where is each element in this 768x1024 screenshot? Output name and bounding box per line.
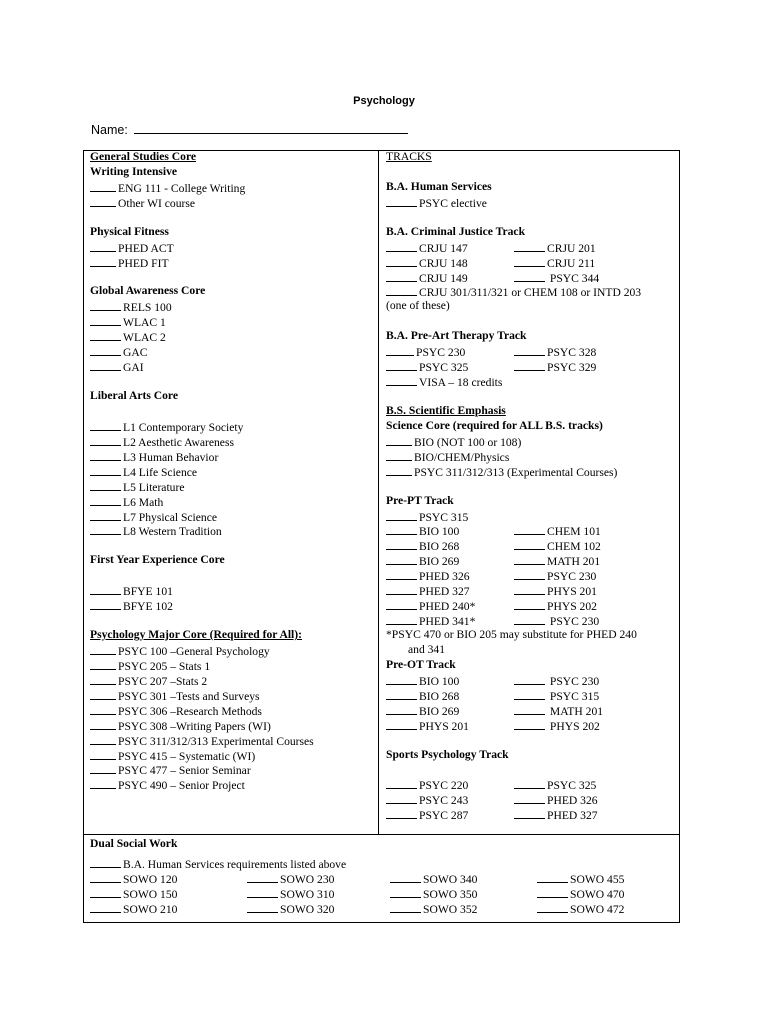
check-blank[interactable]	[514, 568, 545, 580]
check-blank[interactable]	[514, 344, 545, 356]
checklist-item: Other WI course	[90, 195, 375, 210]
right-column	[386, 150, 678, 822]
check-blank[interactable]	[90, 703, 116, 715]
check-blank[interactable]	[90, 299, 121, 311]
check-blank[interactable]	[90, 419, 121, 431]
check-blank[interactable]	[386, 523, 417, 535]
check-blank[interactable]	[90, 314, 121, 326]
check-blank[interactable]	[90, 195, 116, 207]
check-blank[interactable]	[386, 583, 417, 595]
checklist-item: L7 Physical Science	[90, 509, 375, 524]
checklist-item: L4 Life Science	[90, 464, 375, 479]
check-blank[interactable]	[386, 807, 417, 819]
checklist-row: BIO 269 MATH 201	[386, 703, 678, 718]
check-blank[interactable]	[90, 494, 121, 506]
check-blank[interactable]	[90, 643, 116, 655]
check-blank[interactable]	[90, 449, 121, 461]
check-blank[interactable]	[90, 344, 121, 356]
checklist-row: PSYC 230 PSYC 328	[386, 344, 678, 359]
check-blank[interactable]	[90, 583, 121, 595]
check-blank[interactable]	[90, 688, 116, 700]
check-blank[interactable]	[386, 777, 417, 789]
section-heading: Psychology Major Core (Required for All):	[90, 628, 302, 641]
checklist-item: PSYC 315	[386, 509, 678, 524]
check-blank[interactable]	[90, 255, 116, 267]
checklist-item: PHED FIT	[90, 255, 375, 270]
checklist-item: PHED ACT	[90, 240, 375, 255]
check-blank[interactable]	[514, 703, 545, 715]
check-blank[interactable]	[514, 583, 545, 595]
section-heading: General Studies Core	[90, 150, 197, 163]
checklist-row: CRJU 147 CRJU 201	[386, 240, 678, 255]
checklist-item: PSYC 205 – Stats 1	[90, 658, 375, 673]
check-blank[interactable]	[537, 901, 568, 913]
check-blank[interactable]	[90, 733, 116, 745]
section-heading: B.A. Pre-Art Therapy Track	[386, 329, 527, 343]
checklist-item: PSYC 207 –Stats 2	[90, 673, 375, 688]
check-blank[interactable]	[90, 673, 116, 685]
page-title: Psychology	[353, 95, 415, 107]
section-heading: First Year Experience Core	[90, 553, 225, 567]
checklist-row: PHYS 201 PHYS 202	[386, 718, 678, 733]
check-blank[interactable]	[386, 688, 417, 700]
checklist-item: L5 Literature	[90, 479, 375, 494]
check-blank[interactable]	[247, 886, 278, 898]
checklist-row: PSYC 325 PSYC 329	[386, 359, 678, 374]
check-blank[interactable]	[386, 374, 417, 386]
checklist-item: L8 Western Tradition	[90, 523, 375, 538]
check-blank[interactable]	[90, 434, 121, 446]
section-heading: Writing Intensive	[90, 164, 178, 178]
note-text: (one of these)	[386, 299, 450, 313]
note-text: *PSYC 470 or BIO 205 may substitute for PHED 240	[386, 628, 637, 641]
section-heading: Dual Social Work	[90, 837, 178, 850]
check-blank[interactable]	[90, 856, 121, 868]
check-blank[interactable]	[386, 240, 417, 252]
check-blank[interactable]	[247, 901, 278, 913]
checklist-item: PSYC 415 – Systematic (WI)	[90, 748, 375, 763]
check-blank[interactable]	[514, 807, 545, 819]
section-heading: Sports Psychology Track	[386, 747, 509, 761]
check-blank[interactable]	[514, 673, 545, 685]
check-blank[interactable]	[514, 688, 545, 700]
checklist-item: BIO/CHEM/Physics	[386, 449, 678, 464]
check-blank[interactable]	[537, 886, 568, 898]
checklist-item: PSYC 301 –Tests and Surveys	[90, 688, 375, 703]
checklist-item: WLAC 2	[90, 329, 375, 344]
check-blank[interactable]	[390, 886, 421, 898]
check-blank[interactable]	[386, 284, 417, 296]
check-blank[interactable]	[514, 718, 545, 730]
check-blank[interactable]	[90, 658, 116, 670]
dual-social-work-section	[90, 837, 675, 916]
check-blank[interactable]	[386, 449, 412, 461]
check-blank[interactable]	[90, 886, 121, 898]
check-blank[interactable]	[514, 240, 545, 252]
column-divider	[378, 150, 379, 835]
check-blank[interactable]	[386, 434, 412, 446]
check-blank[interactable]	[386, 792, 417, 804]
checklist-row: PHED 327 PHYS 201	[386, 583, 678, 598]
checklist-row: PHED 341* PSYC 230	[386, 613, 678, 628]
section-heading: B.A. Criminal Justice Track	[386, 224, 526, 238]
checklist-item: BFYE 102	[90, 598, 375, 613]
checklist-item: VISA – 18 credits	[386, 374, 678, 389]
check-blank[interactable]	[386, 553, 417, 565]
checklist-row: SOWO 210 SOWO 320 SOWO 352 SOWO 472	[90, 901, 675, 916]
check-blank[interactable]	[386, 270, 417, 282]
check-blank[interactable]	[514, 523, 545, 535]
checklist-row: BIO 268 CHEM 102	[386, 538, 678, 553]
checklist-item: PSYC 477 – Senior Seminar	[90, 762, 375, 777]
checklist-item: GAC	[90, 344, 375, 359]
checklist-item: PSYC 100 –General Psychology	[90, 643, 375, 658]
checklist-row: BIO 268 PSYC 315	[386, 688, 678, 703]
checklist-item: PSYC 311/312/313 Experimental Courses	[90, 733, 375, 748]
checklist-item: PSYC 306 –Research Methods	[90, 703, 375, 718]
checklist-item: WLAC 1	[90, 314, 375, 329]
left-column	[90, 150, 375, 792]
check-blank[interactable]	[90, 901, 121, 913]
check-blank[interactable]	[90, 598, 121, 610]
check-blank[interactable]	[390, 871, 421, 883]
section-divider	[83, 834, 680, 835]
section-heading: B.S. Scientific Emphasis	[386, 403, 506, 417]
checklist-item: L1 Contemporary Society	[90, 419, 375, 434]
check-blank[interactable]	[514, 538, 545, 550]
check-blank[interactable]	[90, 329, 121, 341]
name-field[interactable]	[134, 121, 408, 134]
checklist-item: L6 Math	[90, 494, 375, 509]
checklist-row: PSYC 243 PHED 326	[386, 792, 678, 807]
section-heading: Liberal Arts Core	[90, 389, 179, 402]
check-blank[interactable]	[386, 613, 417, 625]
section-heading: Physical Fitness	[90, 224, 169, 238]
checklist-row: SOWO 120 SOWO 230 SOWO 340 SOWO 455	[90, 871, 675, 886]
check-blank[interactable]	[90, 718, 116, 730]
checklist-row: BIO 269 MATH 201	[386, 553, 678, 568]
check-blank[interactable]	[90, 871, 121, 883]
check-blank[interactable]	[514, 777, 545, 789]
checklist-row: PHED 326 PSYC 230	[386, 568, 678, 583]
check-blank[interactable]	[386, 255, 417, 267]
checklist-item: B.A. Human Services requirements listed above	[90, 856, 675, 871]
checklist-item: PSYC 311/312/313 (Experimental Courses)	[386, 464, 678, 479]
check-blank[interactable]	[90, 240, 116, 252]
check-blank[interactable]	[90, 748, 116, 760]
checklist-item: BIO (NOT 100 or 108)	[386, 434, 678, 449]
section-heading: Science Core (required for ALL B.S. tracks)	[386, 418, 603, 432]
tracks-heading: TRACKS	[386, 150, 432, 163]
checklist-item: L3 Human Behavior	[90, 449, 375, 464]
check-blank[interactable]	[90, 180, 116, 192]
checklist-row: PHED 240* PHYS 202	[386, 598, 678, 613]
check-blank[interactable]	[386, 568, 417, 580]
check-blank[interactable]	[514, 613, 545, 625]
check-blank[interactable]	[514, 553, 545, 565]
check-blank[interactable]	[386, 718, 417, 730]
name-label: Name:	[91, 123, 128, 137]
check-blank[interactable]	[514, 255, 545, 267]
checklist-item: L2 Aesthetic Awareness	[90, 434, 375, 449]
checklist-item: GAI	[90, 359, 375, 374]
check-blank[interactable]	[90, 762, 116, 774]
checklist-item: RELS 100	[90, 299, 375, 314]
check-blank[interactable]	[514, 792, 545, 804]
check-blank[interactable]	[247, 871, 278, 883]
checklist-item: PSYC 308 –Writing Papers (WI)	[90, 718, 375, 733]
checklist-item: BFYE 101	[90, 583, 375, 598]
section-heading: Global Awareness Core	[90, 284, 206, 298]
check-blank[interactable]	[386, 195, 417, 207]
check-blank[interactable]	[90, 509, 121, 521]
check-blank[interactable]	[514, 598, 545, 610]
checklist-row: SOWO 150 SOWO 310 SOWO 350 SOWO 470	[90, 886, 675, 901]
checklist-item: ENG 111 - College Writing	[90, 180, 375, 195]
checklist-row: PSYC 220 PSYC 325	[386, 777, 678, 792]
checklist-row: BIO 100 PSYC 230	[386, 673, 678, 688]
check-blank[interactable]	[386, 598, 417, 610]
check-blank[interactable]	[90, 359, 121, 371]
checklist-item: PSYC elective	[386, 195, 678, 210]
check-blank[interactable]	[90, 523, 121, 535]
check-blank[interactable]	[386, 538, 417, 550]
check-blank[interactable]	[514, 359, 545, 371]
checklist-row: PSYC 287 PHED 327	[386, 807, 678, 822]
checklist-item: CRJU 301/311/321 or CHEM 108 or INTD 203	[386, 284, 678, 299]
check-blank[interactable]	[537, 871, 568, 883]
checklist-row: BIO 100 CHEM 101	[386, 523, 678, 538]
check-blank[interactable]	[386, 673, 417, 685]
section-heading: Pre-OT Track	[386, 657, 456, 671]
check-blank[interactable]	[90, 479, 121, 491]
section-heading: B.A. Human Services	[386, 179, 492, 193]
checklist-item: PSYC 490 – Senior Project	[90, 777, 375, 792]
checklist-row: CRJU 148 CRJU 211	[386, 255, 678, 270]
check-blank[interactable]	[390, 901, 421, 913]
check-blank[interactable]	[386, 509, 417, 521]
check-blank[interactable]	[386, 344, 414, 356]
checklist-row: CRJU 149 PSYC 344	[386, 270, 678, 285]
check-blank[interactable]	[90, 464, 121, 476]
check-blank[interactable]	[90, 777, 116, 789]
section-heading: Pre-PT Track	[386, 493, 454, 507]
check-blank[interactable]	[386, 703, 417, 715]
check-blank[interactable]	[386, 464, 412, 476]
name-row	[91, 121, 408, 137]
note-text: and 341	[408, 642, 446, 656]
check-blank[interactable]	[386, 359, 417, 371]
check-blank[interactable]	[514, 270, 545, 282]
